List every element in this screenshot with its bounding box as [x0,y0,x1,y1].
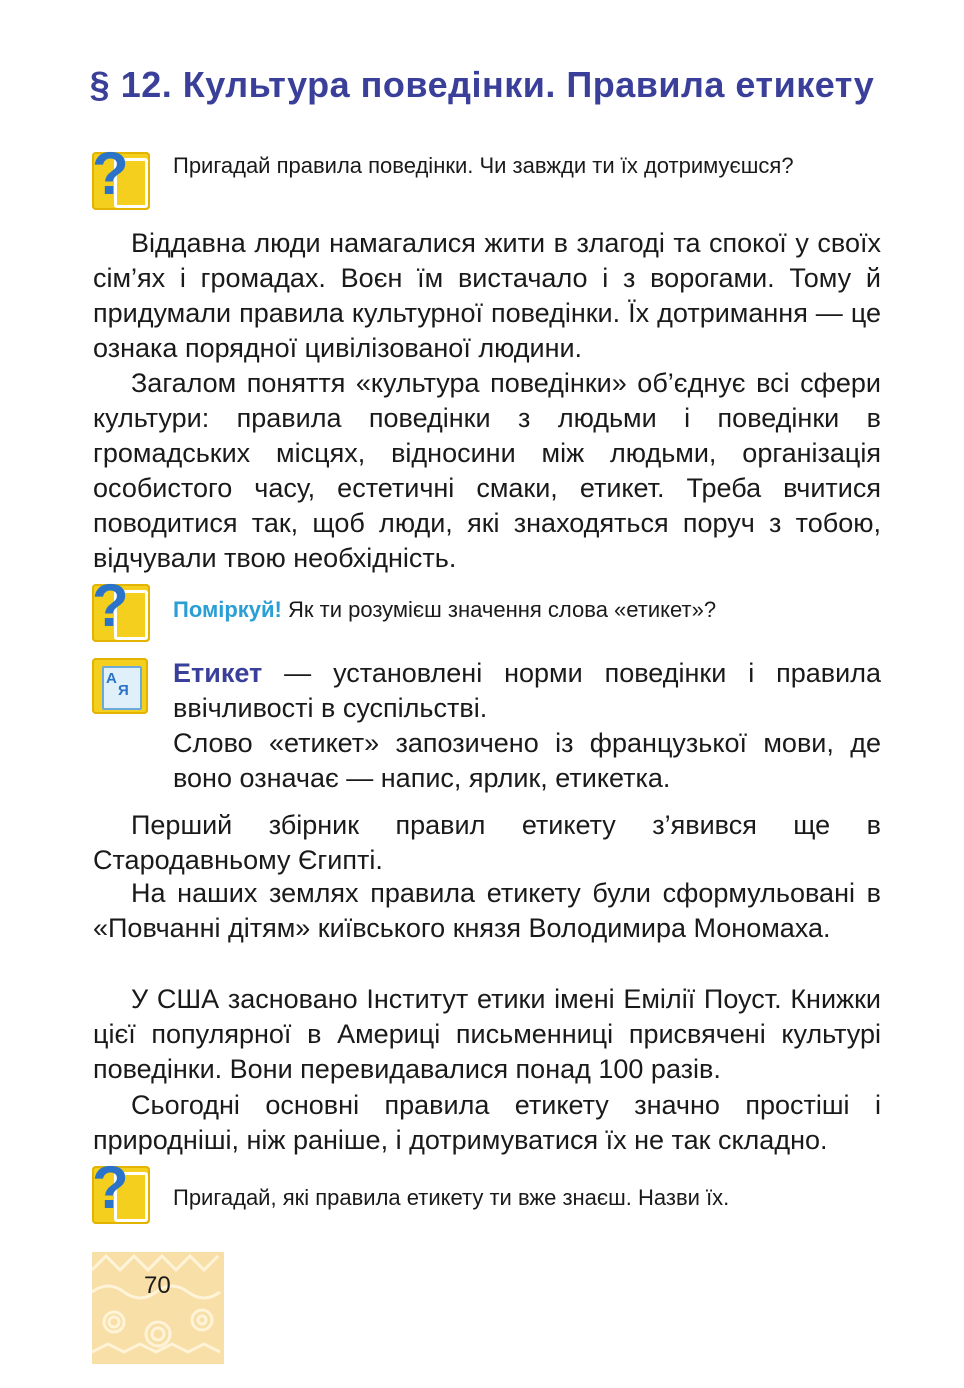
paragraph: На наших землях правила етикету були сформульовані в «Повчанні дітям» київського князя Володимира Мономаха. [93,878,881,943]
think-prompt [173,594,883,626]
page-ornament [92,1252,224,1364]
paragraph: Сьогодні основні правила етикету значно простіші і природніші, ніж раніше, і дотримуватися їх не так складно. [93,1090,881,1155]
think-text: Як ти розумієш значення слова «етикет»? [281,597,717,622]
recall-prompt: Пригадай, які правила етикету ти вже знаєш. Назви їх. [173,1185,730,1210]
dictionary-icon: А Я [92,658,148,714]
paragraph: У США засновано Інститут етики імені Емілії Поуст. Книжки цієї популярної в Америці письменниці присвячені культурі поведінки. Вони перевидавалися понад 100 разів. [93,984,881,1084]
question-icon: ? [92,584,150,642]
paragraph: Загалом поняття «культура поведінки» об’єднує всі сфери культури: правила поведінки з людьми і поведінки в громадських місцях, відносини між людьми, організація особистого часу, естетичні смаки, етикет. Треба вчитися поводитися так, щоб люди, які знаходяться поруч з тобою, відчували твою необхідність. [93,368,881,573]
recall-prompt: Пригадай правила поведінки. Чи завжди ти їх дотримуєшся? [173,153,794,178]
ornament-pattern [92,1252,224,1364]
definition-origin: Слово «етикет» запозичено із французької мови, де воно означає — напис, ярлик, етикетка. [173,728,881,793]
question-icon: ? [92,152,150,210]
think-label: Поміркуй! [173,597,282,622]
paragraph: Перший збірник правил етикету з’явився ще в Стародавньому Єгипті. [93,810,881,875]
page-title: § 12. Культура поведінки. Правила етикету [89,64,875,105]
definition-text: — установлені норми поведінки і правила ввічливості в суспільстві. [173,658,881,723]
question-icon: ? [92,1166,150,1224]
definition-term: Етикет [173,658,263,688]
definition [173,656,881,726]
page-number: 70 [144,1272,171,1299]
paragraph: Віддавна люди намагалися жити в злагоді та спокої у своїх сім’ях і громадах. Воєн їм вистачало і з ворогами. Тому й придумали правила культурної поведінки. Їх дотримання — це ознака порядної цивілізованої людини. [93,228,881,363]
